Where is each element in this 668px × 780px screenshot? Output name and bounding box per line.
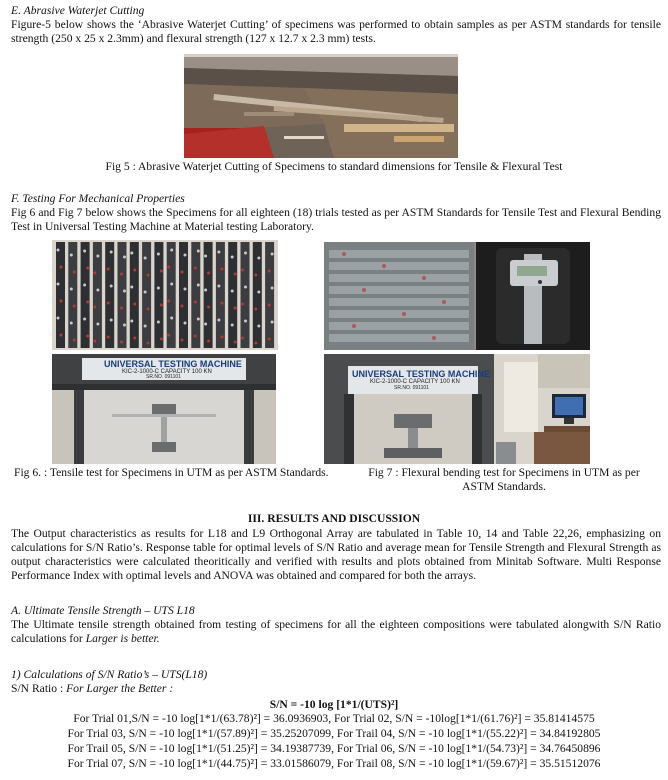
specimen-fleck — [268, 304, 271, 307]
specimen-fleck — [86, 267, 89, 270]
fig6-caption: Fig 6. : Tensile test for Specimens in UTM as per ASTM Standards. — [14, 466, 329, 479]
results-heading: III. RESULTS AND DISCUSSION — [247, 512, 421, 525]
specimen-fleck — [257, 291, 260, 294]
specimen-fleck — [181, 271, 184, 274]
specimen-fleck — [271, 321, 274, 324]
specimen-fleck — [133, 303, 136, 306]
specimen-fleck — [110, 251, 113, 254]
specimen-fleck — [181, 305, 184, 308]
specimen-fleck — [73, 271, 76, 274]
specimen-fleck — [73, 339, 76, 342]
fig7-utm-label: UNIVERSAL TESTING MACHINE — [352, 369, 490, 379]
specimen-fleck — [93, 340, 96, 343]
specimen-fleck — [220, 302, 223, 305]
specimen-fleck — [241, 269, 244, 272]
specimen-fleck — [220, 336, 223, 339]
specimen-strip — [130, 242, 139, 348]
section-a-body-italic: Larger is better. — [85, 632, 160, 645]
specimen-strip — [216, 242, 225, 348]
specimen-strip — [56, 242, 65, 348]
sn-label — [11, 682, 173, 696]
specimen-fleck — [257, 325, 260, 328]
specimen-fleck — [157, 287, 160, 290]
specimen-fleck — [194, 335, 197, 338]
specimen-fleck — [234, 307, 237, 310]
specimen-fleck — [234, 341, 237, 344]
specimen-fleck — [110, 319, 113, 322]
specimen-fleck — [160, 338, 163, 341]
specimen-strip — [68, 242, 77, 348]
specimen-fleck — [93, 306, 96, 309]
trial-line: For Trial 07, S/N = -10 log[1*1/(44.75)²] = 33.01586079, For Trail 08, S/N = -10 log[1*1/(59.67)²] = 35.51512076 — [67, 757, 601, 770]
sn-subheading: 1) Calculations of S/N Ratio’s – UTS(L18) — [11, 668, 208, 681]
specimen-strip — [204, 242, 213, 348]
specimen-strip — [81, 242, 90, 348]
specimen-fleck — [123, 256, 126, 259]
specimen-fleck — [86, 335, 89, 338]
specimen-fleck — [123, 290, 126, 293]
specimen-fleck — [244, 286, 247, 289]
specimen-fleck — [204, 323, 207, 326]
specimen-strip — [191, 242, 200, 348]
specimen-fleck — [167, 266, 170, 269]
fig6-utm-photo — [52, 354, 276, 464]
trial-line: For Trail 05, S/N = -10 log[1*1/(51.25)²] = 34.19387739, For Trial 06, S/N = -10 log[1*1/(54.73)²] = 34.76450896 — [67, 742, 601, 755]
specimen-fleck — [194, 301, 197, 304]
specimen-fleck — [241, 337, 244, 340]
specimen-fleck — [96, 289, 99, 292]
specimen-fleck — [271, 253, 274, 256]
specimen-fleck — [160, 304, 163, 307]
specimen-fleck — [268, 338, 271, 341]
specimen-fleck — [217, 285, 220, 288]
specimen-fleck — [70, 254, 73, 257]
specimen-fleck — [241, 303, 244, 306]
specimen-fleck — [93, 272, 96, 275]
fig6-utm-label: UNIVERSAL TESTING MACHINE — [104, 359, 242, 369]
specimen-fleck — [83, 318, 86, 321]
specimen-strip — [93, 242, 102, 348]
specimen-fleck — [220, 268, 223, 271]
specimen-fleck — [96, 323, 99, 326]
specimen-fleck — [144, 291, 147, 294]
specimen-fleck — [170, 317, 173, 320]
specimen-fleck — [60, 300, 63, 303]
specimen-fleck — [184, 254, 187, 257]
specimen-fleck — [147, 308, 150, 311]
section-e-body: Figure-5 below shows the ‘Abrasive Waterjet Cutting’ of specimens was performed to obtain samples as per ASTM standards for tensile strength (250 x 25 x 2.3mm) and flexural strength (127 x 12.7 x 2.3 mm) tests. — [11, 18, 661, 45]
specimen-fleck — [244, 320, 247, 323]
specimen-strip — [142, 242, 151, 348]
trial-line: For Trial 03, S/N = -10 log[1*1/(57.89)²] = 35.25207099, For Trail 04, S/N = -10 log[1*1/(55.22)²] = 34.84192805 — [67, 727, 601, 740]
specimen-fleck — [231, 324, 234, 327]
specimen-fleck — [120, 307, 123, 310]
specimen-fleck — [184, 322, 187, 325]
section-a-body-text: The Ultimate tensile strength obtained from testing of specimens for all the eighteen compositions were tabulated alongwith S/N Ratio calculations for — [11, 618, 661, 645]
specimen-fleck — [207, 306, 210, 309]
specimen-fleck — [107, 336, 110, 339]
specimen-fleck — [184, 288, 187, 291]
specimen-fleck — [70, 288, 73, 291]
sn-formula: S/N = -10 log [1*1/(UTS)²] — [269, 698, 399, 711]
specimen-fleck — [268, 270, 271, 273]
fig7-utm-sub: KIC-2-1000-C CAPACITY 100 KN — [370, 379, 460, 385]
specimen-fleck — [120, 341, 123, 344]
specimen-fleck — [123, 324, 126, 327]
specimen-fleck — [130, 286, 133, 289]
specimen-fleck — [254, 274, 257, 277]
specimen-strip — [253, 242, 262, 348]
specimen-fleck — [234, 273, 237, 276]
specimen-fleck — [207, 340, 210, 343]
section-f-body: Fig 6 and Fig 7 below shows the Specimens for all eighteen (18) trials tested as per ASTM Standards for Tensile Test and Flexural Bending Test in Universal Testing Machine at Material testing Laboratory. — [11, 206, 661, 233]
specimen-fleck — [144, 325, 147, 328]
fig7-specimens-photo — [324, 242, 590, 350]
specimen-fleck — [170, 249, 173, 252]
specimen-fleck — [147, 274, 150, 277]
specimen-fleck — [70, 322, 73, 325]
specimen-fleck — [271, 287, 274, 290]
section-a-body — [11, 618, 661, 646]
specimen-fleck — [231, 290, 234, 293]
sn-label-italic: For Larger the Better : — [66, 682, 174, 695]
specimen-strip — [265, 242, 274, 348]
fig7-caption: Fig 7 : Flexural bending test for Specimens in UTM as per ASTM Standards. — [368, 466, 640, 493]
specimen-fleck — [130, 320, 133, 323]
section-a-heading: A. Ultimate Tensile Strength – UTS L18 — [11, 604, 195, 617]
specimen-strip — [154, 242, 163, 348]
specimen-fleck — [144, 257, 147, 260]
specimen-fleck — [83, 284, 86, 287]
specimen-strip — [167, 242, 176, 348]
fig5-caption: Fig 5 : Abrasive Waterjet Cutting of Specimens to standard dimensions for Tensile & Flexural Test — [105, 160, 563, 173]
fig6-utm-sub: KIC-2-1000-C CAPACITY 100 KN — [122, 369, 212, 375]
section-f-heading: F. Testing For Mechanical Properties — [11, 192, 185, 205]
sn-label-text: S/N Ratio : — [11, 682, 67, 695]
specimen-fleck — [157, 321, 160, 324]
specimen-fleck — [217, 251, 220, 254]
specimen-fleck — [57, 317, 60, 320]
specimen-fleck — [60, 266, 63, 269]
specimen-fleck — [83, 250, 86, 253]
specimen-fleck — [133, 269, 136, 272]
specimen-fleck — [110, 285, 113, 288]
specimen-fleck — [207, 272, 210, 275]
specimen-strip — [105, 242, 114, 348]
specimen-fleck — [57, 249, 60, 252]
specimen-fleck — [86, 301, 89, 304]
specimen-fleck — [130, 252, 133, 255]
specimen-fleck — [197, 318, 200, 321]
specimen-fleck — [147, 342, 150, 345]
fig5-waterjet-photo — [184, 54, 458, 158]
specimen-fleck — [167, 300, 170, 303]
specimen-fleck — [133, 337, 136, 340]
specimen-strip — [241, 242, 250, 348]
specimen-strip — [179, 242, 188, 348]
specimen-fleck — [167, 334, 170, 337]
specimen-fleck — [73, 305, 76, 308]
specimen-fleck — [244, 252, 247, 255]
specimen-fleck — [170, 283, 173, 286]
fig7-utm-sr: SR.NO. 091101 — [394, 385, 429, 391]
results-body: The Output characteristics as results for L18 and L9 Orthogonal Array are tabulated in Table 10, 14 and Table 22,26, emphasizing on calculations for S/N Ratio’s. Response table for optimal levels of S/N Ratio and average mean for Tensile Strength and Flexural Strength as output characteristics were calculated theoritically and verified with results and plots obtained from Minitab Software. Multi Response Performance Index with optimal levels and ANOVA was obtained and compared for both the arrays. — [11, 527, 661, 582]
specimen-fleck — [197, 284, 200, 287]
specimen-fleck — [204, 255, 207, 258]
fig6-utm-sr: SR.NO. 091101 — [146, 374, 181, 380]
specimen-fleck — [194, 267, 197, 270]
fig7-utm-photo — [324, 354, 590, 464]
specimen-fleck — [254, 308, 257, 311]
specimen-fleck — [107, 268, 110, 271]
specimen-fleck — [96, 255, 99, 258]
specimen-fleck — [120, 273, 123, 276]
specimen-fleck — [197, 250, 200, 253]
trial-line: For Trial 01,S/N = -10 log[1*1/(63.78)²] = 36.0936903, For Trial 02, S/N = -10log[1*1/(61.76)²] = 35.81414575 — [73, 712, 595, 725]
specimen-fleck — [257, 257, 260, 260]
section-e-heading: E. Abrasive Waterjet Cutting — [11, 4, 145, 17]
specimen-fleck — [160, 270, 163, 273]
specimen-fleck — [107, 302, 110, 305]
fig6-specimens-photo — [52, 240, 278, 350]
specimen-fleck — [157, 253, 160, 256]
specimen-fleck — [254, 342, 257, 345]
specimen-fleck — [217, 319, 220, 322]
specimen-fleck — [57, 283, 60, 286]
specimen-fleck — [181, 339, 184, 342]
specimen-fleck — [231, 256, 234, 259]
specimen-fleck — [60, 334, 63, 337]
specimen-fleck — [204, 289, 207, 292]
